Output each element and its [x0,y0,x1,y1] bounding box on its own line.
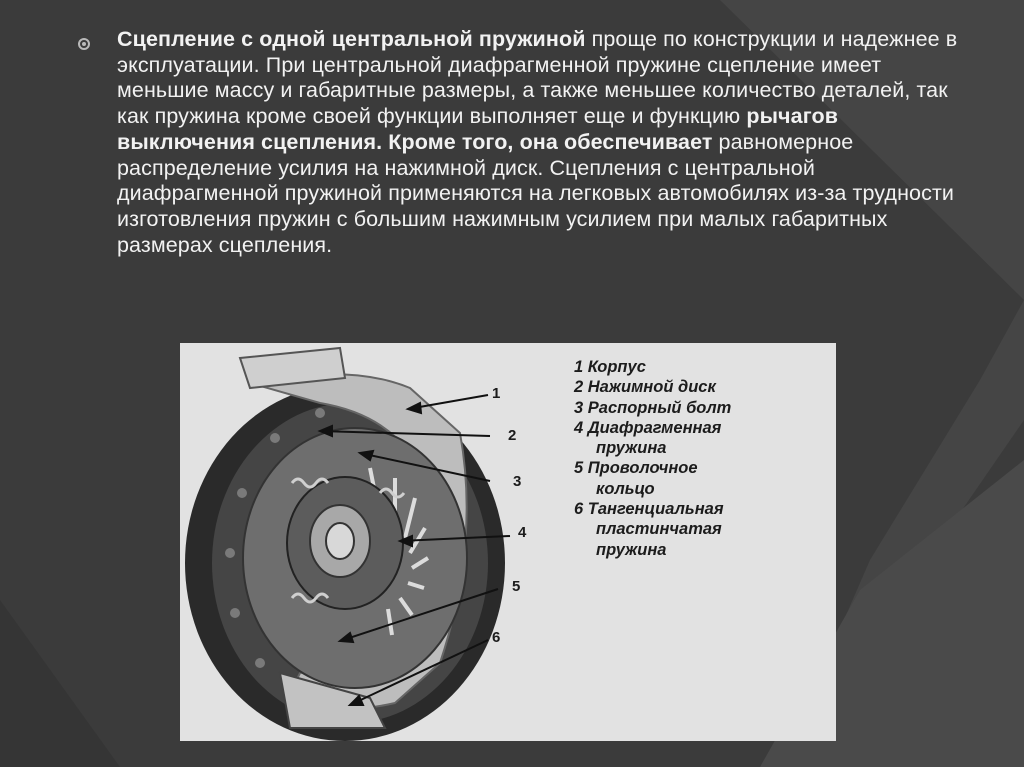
clutch-figure [180,343,836,741]
legend-item: 3 Распорный болт [574,398,732,417]
legend-item: 5 Проволочное [574,459,698,478]
text-part-1: проще по конструкции и надежнее в эксплуатации. При центральной диафрагменной пружине сцепление имеет меньшие массу и габаритные размеры, а также меньшее количество деталей, так как пружина кроме своей функции выполняет еще и функцию [117,27,958,129]
callout-6: 6 [492,629,501,646]
legend-item: пластинчатая [596,520,722,539]
text-part-2: равномерное распределение усилия на нажимной диск. Сцепления с центральной диафрагменной пружиной применяются на легковых автомобилях из-за трудности изготовления пружин с большим нажимным усилием при малых габаритных размерах сцепления. [117,129,955,257]
bullet-icon [78,38,90,50]
legend-item: 2 Нажимной диск [574,378,716,397]
legend-item: 1 Корпус [574,358,646,376]
callout-4: 4 [518,524,527,541]
legend-item: пружина [596,439,667,458]
legend-item: пружина [596,540,667,559]
legend-item: 4 Диафрагменная [574,418,722,437]
callout-5: 5 [512,578,521,595]
body-paragraph [117,27,967,258]
bold-phrase-1: Сцепление с одной центральной пружиной [117,27,586,51]
legend-item: 6 Тангенциальная [574,500,724,519]
figure-legend [574,357,834,560]
callout-3: 3 [513,473,522,490]
callout-1: 1 [492,385,501,402]
bold-phrase-2: рычагов выключения сцепления. Кроме того, она обеспечивает [117,104,839,154]
legend-item: кольцо [596,479,655,498]
callout-2: 2 [508,427,517,444]
